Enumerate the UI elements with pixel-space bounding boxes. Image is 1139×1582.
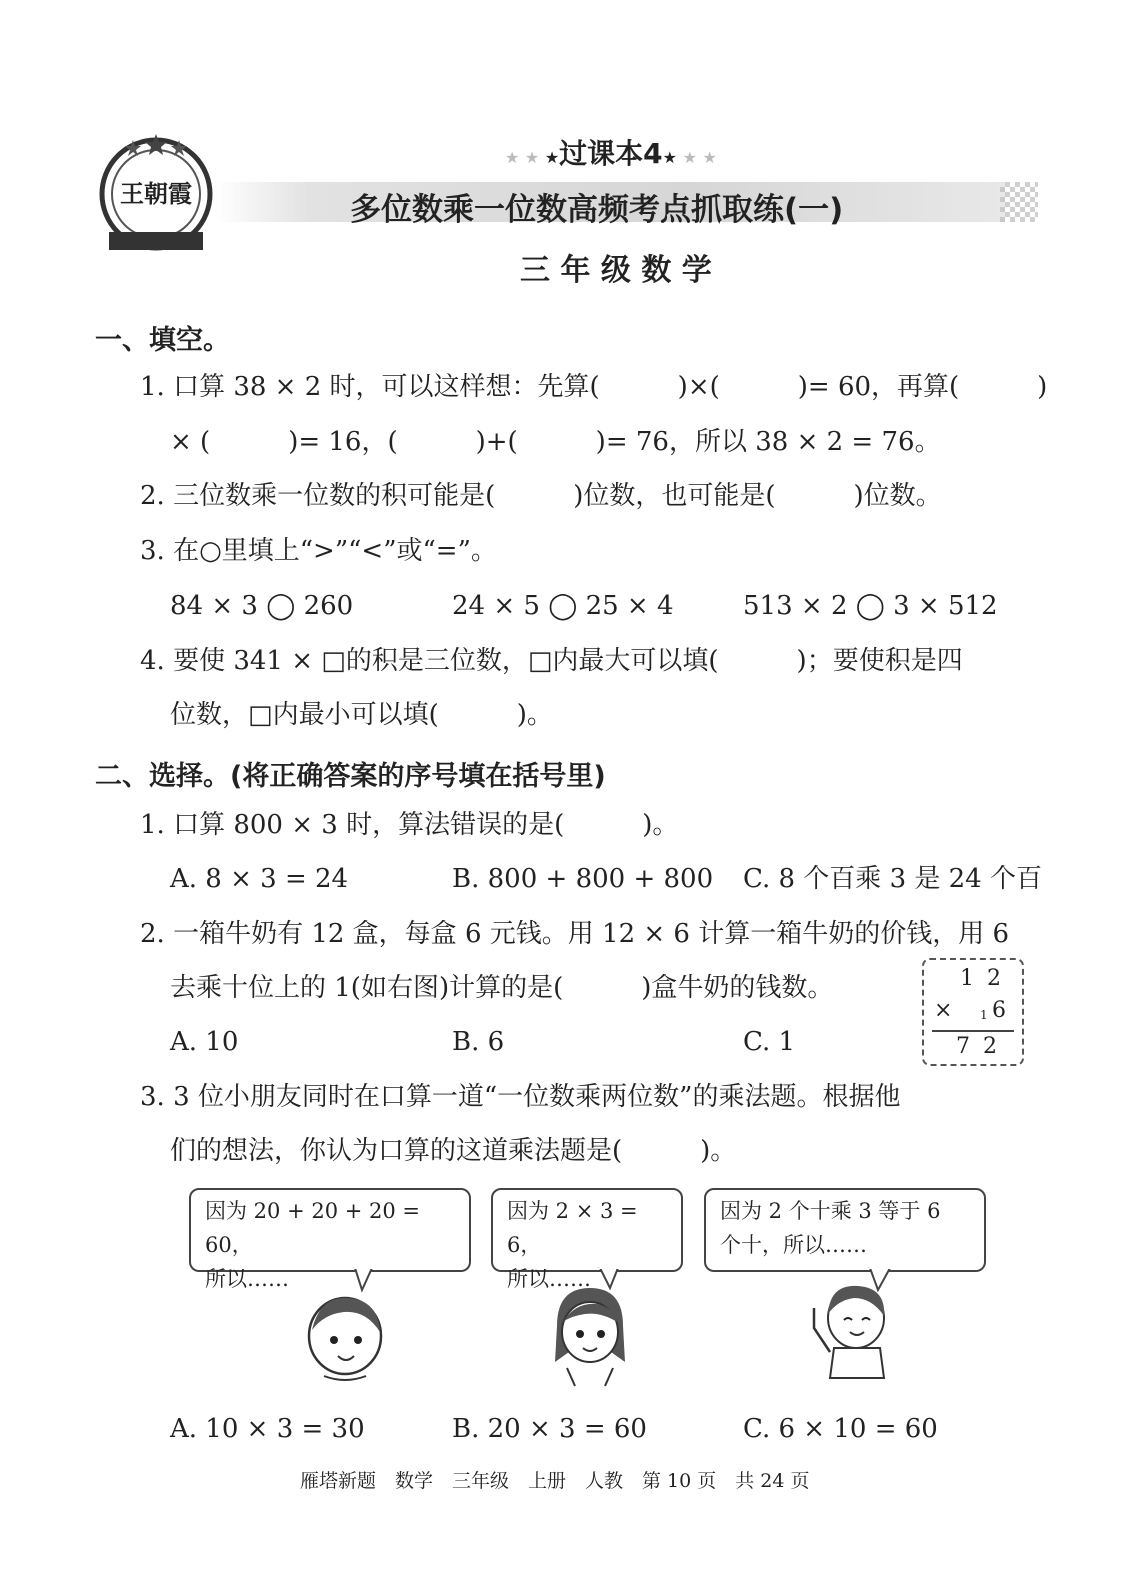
calc-row2: 6 (992, 998, 1006, 1023)
boy-pointing-illustration-icon (800, 1278, 895, 1382)
speech-bubble-2: 因为 2 × 3 = 6， 所以…… (491, 1188, 683, 1272)
girl-illustration-icon (545, 1282, 635, 1388)
s1-q2: 2. 三位数乘一位数的积可能是( )位数，也可能是( )位数。 (140, 481, 942, 511)
s2-q2-line2: 去乘十位上的 1(如右图)计算的是( )盒牛奶的钱数。 (170, 973, 834, 1003)
calc-row1: 1 2 (960, 966, 1004, 991)
speech-bubble-1: 因为 20 + 20 + 20 = 60， 所以…… (189, 1188, 471, 1272)
s2-q2-line1: 2. 一箱牛奶有 12 盒，每盒 6 元钱。用 12 × 6 计算一箱牛奶的价钱，用 6 (140, 919, 1010, 949)
page-footer: 雁塔新题 数学 三年级 上册 人教 第 10 页 共 24 页 (300, 1470, 810, 1492)
s2-q1-option: C. 8 个百乘 3 是 24 个百 (743, 864, 1042, 894)
s2-q3-option: A. 10 × 3 = 30 (170, 1414, 365, 1444)
star-icon: ★ ★ (677, 148, 717, 167)
s1-q4-line2: 位数，□内最小可以填( )。 (170, 700, 553, 730)
section1-heading: 一、填空。 (95, 325, 230, 356)
s1-q3: 3. 在○里填上“>”“<”或“=”。 (140, 536, 497, 566)
series-label: ★ ★ ★过课本4★ ★ ★ (505, 137, 717, 170)
s1-q3-item: 513 × 2 ◯ 3 × 512 (743, 591, 998, 621)
s2-q2-option: B. 6 (452, 1027, 505, 1057)
s2-q2-option: C. 1 (743, 1027, 796, 1057)
s1-q4-line1: 4. 要使 341 × □的积是三位数，□内最大可以填( )；要使积是四 (140, 646, 963, 676)
s1-q3-item: 24 × 5 ◯ 25 × 4 (452, 591, 674, 621)
s2-q3-line1: 3. 3 位小朋友同时在口算一道“一位数乘两位数”的乘法题。根据他 (140, 1082, 901, 1112)
boy-illustration-icon (300, 1288, 390, 1388)
speech-bubble-3: 因为 2 个十乘 3 等于 6 个十，所以…… (704, 1188, 986, 1272)
calc-carry: 1 (980, 1008, 988, 1022)
s1-q1-line2: × ( )= 16，( )+( )= 76，所以 38 × 2 = 76。 (170, 427, 941, 457)
s1-q3-item: 84 × 3 ◯ 260 (170, 591, 354, 621)
s1-q1-line1: 1. 口算 38 × 2 时，可以这样想：先算( )×( )= 60，再算( ) (140, 372, 1048, 402)
calc-result: 7 2 (956, 1034, 1000, 1059)
subject-title: 三 年 级 数 学 (520, 253, 712, 288)
star-icon: ★ (544, 148, 560, 167)
s2-q3-option: B. 20 × 3 = 60 (452, 1414, 647, 1444)
s2-q1-option: B. 800 + 800 + 800 (452, 864, 714, 894)
star-icon: ★ ★ (505, 148, 545, 167)
s2-q1: 1. 口算 800 × 3 时，算法错误的是( )。 (140, 810, 679, 840)
calc-operator: × (934, 998, 953, 1023)
s2-q3-option: C. 6 × 10 = 60 (743, 1414, 938, 1444)
s2-q2-option: A. 10 (170, 1027, 239, 1057)
s2-q3-line2: 们的想法，你认为口算的这道乘法题是( )。 (170, 1136, 737, 1166)
logo-lettering: 王朝霞 (120, 179, 192, 208)
section2-heading: 二、选择。(将正确答案的序号填在括号里) (95, 761, 606, 792)
s2-q1-option: A. 8 × 3 = 24 (170, 864, 349, 894)
star-icon: ★ (662, 148, 677, 167)
page-title: 多位数乘一位数高频考点抓取练(一) (350, 192, 844, 228)
